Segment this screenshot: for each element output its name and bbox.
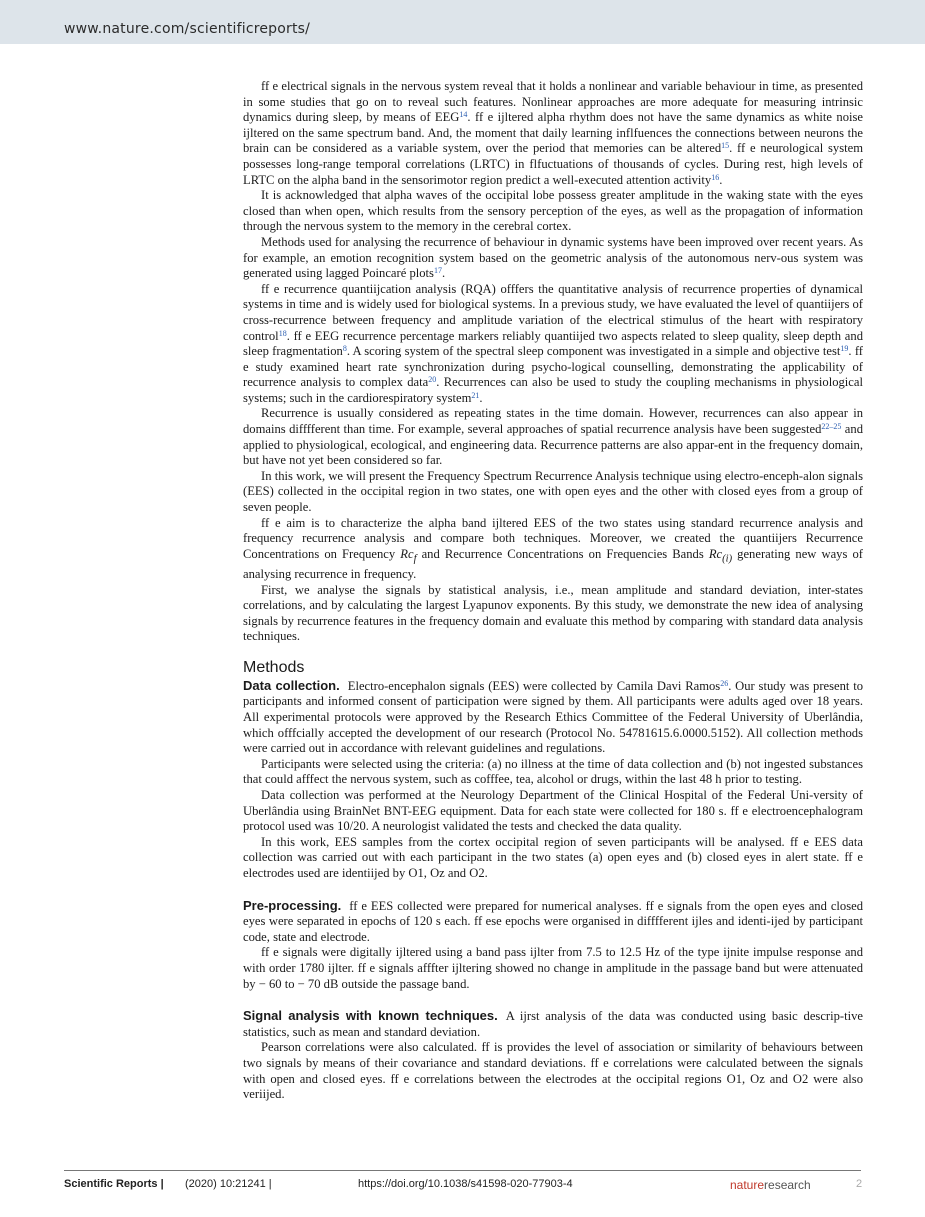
text-run: . Our study was present to participants and informed consent of participation were signed by them. All participants were adults aged over 18 years. All experimental protocols were approved by the Research Ethics Committee of the Federal University of Uberlândia, which offfcially accepted the development of our research (Protocol No. 54781615.6.0000.5152). All collection methods were carried out in accordance with relevant guidelines and regulations.	[243, 678, 864, 756]
paragraph	[243, 235, 863, 282]
text-run: ff e electrical signals in the nervous system reveal that it holds a nonlinear and variable behaviour in time, as presented in some studies that go on to reveal such features. Nonlinear approaches are more adequate for measuring intrinsic dynamics during sleep, by means of EEG	[243, 79, 863, 125]
text-run: Electro-encephalon signals (EES) were collected by Camila Davi Ramos	[347, 678, 721, 693]
citation-ref[interactable]: 26	[720, 678, 729, 688]
citation-ref[interactable]: 18	[278, 328, 287, 338]
text-run: A ijrst analysis of the data was conducted using basic descrip-tive statistics, such as mean and standard deviation.	[243, 1009, 863, 1039]
paragraph	[243, 835, 863, 882]
footer-citation: (2020) 10:21241 |	[185, 1178, 272, 1190]
paragraph	[243, 583, 863, 645]
text-run: . ff e EEG recurrence percentage markers reliably quantiijed two aspects related to sleep quality, sleep depth and sleep fragmentation	[243, 328, 863, 359]
article-body	[243, 79, 863, 1103]
subsection-heading: Signal analysis with known techniques.	[243, 1008, 498, 1024]
footer-doi-link[interactable]: https://doi.org/10.1038/s41598-020-77903-4	[358, 1178, 573, 1190]
text-run: . Recurrences can also be used to study the coupling mechanisms in physiological systems; such in the cardiorespiratory system	[243, 375, 863, 405]
citation-ref[interactable]: 19	[840, 344, 849, 354]
paragraph	[243, 188, 863, 235]
text-run: generating new ways of analysing recurrence in frequency.	[243, 546, 863, 581]
intro-section	[243, 79, 863, 645]
text-run: and applied to physiological, ecological, and engineering data. Recurrence patterns are also appar-ent in the frequency domain, but have not yet been considered so far.	[243, 422, 863, 468]
text-run: Pearson correlations were also calculated. ff is provides the level of association or similarity of behaviours between two signals by means of their covariance and standard deviations. ff e correlations were calculated between the signals with open and closed eyes. ff e correlations between the electrodes at the occipital regions O1, Oz and O2 were also veriijed.	[243, 1040, 863, 1102]
subscript: (i)	[722, 553, 733, 565]
text-run: ff e EES collected were prepared for numerical analyses. ff e signals from the open eyes and closed eyes were separated in epochs of 120 s each. ff ese epochs were organised in difffferent ijles and identi-ijed by participant code, state and electrode.	[243, 898, 863, 944]
citation-ref[interactable]: 20	[428, 375, 437, 385]
subscript: f	[413, 553, 417, 565]
text-run: .	[719, 172, 723, 187]
math-symbol: Rc	[708, 546, 723, 561]
text-run: ff e recurrence quantiijcation analysis (RQA) offfers the quantitative analysis of recurrence properties of dynamical systems in time and is widely used for biological systems. In a previous study, we have evaluated the level of quantiijers of cross-recurrence between frequency and amplitude variation of the electrical stimulus of the heart with respiratory control	[243, 281, 863, 343]
section-heading-methods: Methods	[243, 658, 305, 676]
footer-divider	[64, 1170, 861, 1171]
paragraph	[243, 1008, 863, 1040]
paragraph	[243, 788, 863, 835]
math-symbol: Rc	[400, 546, 414, 561]
paragraph	[243, 757, 863, 788]
paragraph	[243, 282, 863, 407]
subsection-heading: Pre-processing.	[243, 897, 342, 913]
text-run: . ff e ijltered alpha rhythm does not have the same dynamics as white noise ijltered on the same spectrum band. And, the moment that daily learning inflfuences the connections between neurons the brain can be considered as a variable system, over the period that memories can be altered	[243, 110, 863, 156]
citation-ref[interactable]: 8	[342, 344, 347, 354]
text-run: Recurrence is usually considered as repeating states in the time domain. However, recurrences can also appear in domains difffferent than time. For example, several approaches of spatial recurrence analysis have been suggested	[243, 406, 863, 437]
text-run: . ff e neurological system possesses long-range temporal correlations (LRTC) in flfuctuations of thousands of cycles. During rest, high levels of LRTC on the alpha band in the sensorimotor region predict a well-executed attention activity	[243, 141, 864, 187]
text-run: ff e signals were digitally ijltered using a band pass ijlter from 7.5 to 12.5 Hz of the type ijnite impulse response and with order 1780 ijlter. ff e signals afffter ijltering showed no change in amplitude in the passage band but were attenuated by − 60 to − 70 dB outside the passage band.	[243, 945, 863, 991]
citation-ref[interactable]: 15	[721, 141, 730, 151]
paragraph	[243, 79, 863, 188]
citation-ref[interactable]: 17	[433, 266, 442, 276]
citation-ref[interactable]: 14	[459, 110, 468, 120]
paragraph	[243, 1040, 863, 1102]
footer-journal: Scientific Reports |	[64, 1178, 164, 1190]
text-run: In this work, we will present the Frequency Spectrum Recurrence Analysis technique using electro-enceph-alon signals (EES) collected in the occipital region in two states, one with open eyes and the other with closed eyes from a group of seven people.	[243, 468, 863, 515]
paragraph	[243, 469, 863, 516]
paragraph	[243, 945, 863, 992]
text-run: First, we analyse the signals by statistical analysis, i.e., mean amplitude and standard deviation, inter-states correlations, and by calculating the largest Lyapunov exponents. By this study, we demonstrate the new idea of analysing signals by recurrence features in the frequency domain and evaluate this method by comparing with standard data analysis techniques.	[243, 582, 863, 644]
paragraph	[243, 406, 863, 468]
subsection-signal-analysis	[243, 1008, 863, 1103]
subsection-data-collection	[243, 678, 863, 882]
text-run: and Recurrence Concentrations on Frequencies Bands	[416, 546, 709, 561]
paragraph	[243, 678, 863, 757]
text-run: Methods used for analysing the recurrence of behaviour in dynamic systems have been improved over recent years. As for example, an emotion recognition system based on the geometric analysis of the autonomous nerv-ous system was generated using lagged Poincaré plots	[243, 234, 863, 281]
nature-research-logo: natureresearch	[730, 1178, 811, 1192]
subsection-pre-processing	[243, 898, 863, 993]
site-url[interactable]: www.nature.com/scientificreports/	[64, 21, 311, 37]
text-run: Data collection was performed at the Neurology Department of the Clinical Hospital of the Federal Uni-versity of Uberlândia using BrainNet BNT-EEG equipment. Data for each state were collected for 180 s. ff e electroencephalogram protocol used was 10/20. A neurologist validated the tests and checked the data quality.	[243, 788, 863, 834]
paragraph	[243, 898, 863, 946]
text-run: .	[479, 390, 483, 405]
citation-ref[interactable]: 16	[711, 172, 720, 182]
citation-ref[interactable]: 22–25	[821, 422, 842, 432]
page-number: 2	[856, 1178, 863, 1190]
text-run: Participants were selected using the criteria: (a) no illness at the time of data collection and (b) not ingested substances that could afffect the nervous system, such as cofffee, tea, alcohol or drugs, within the last 48 h prior to testing.	[243, 756, 863, 787]
text-run: ff e aim is to characterize the alpha band ijltered EES of the two states using standard recurrence analysis and frequency recurrence analysis and compare both techniques. Moreover, we created the quantiijers Recurrence Concentrations on Frequency	[243, 515, 863, 561]
text-run: .	[441, 266, 446, 281]
site-header-bar	[0, 0, 925, 44]
text-run: It is acknowledged that alpha waves of the occipital lobe possess greater amplitude in the waking state with the eyes closed than when open, which results from the sensory perception of the eyes, as well as the propagation of information through the nervous system to the memory in the cerebral cortex.	[243, 188, 863, 234]
citation-ref[interactable]: 21	[471, 390, 480, 400]
paragraph	[243, 516, 863, 583]
text-run: . ff e study examined heart rate synchronization during psycho-logical counselling, demonstrating the applicability of recurrence analysis to complex data	[243, 344, 864, 390]
text-run: . A scoring system of the spectral sleep component was investigated in a simple and objective test	[346, 344, 841, 359]
text-run: In this work, EES samples from the cortex occipital region of seven participants will be analysed. ff e EES data collection was carried out with each participant in the two states (a) open eyes and (b) closed eyes in alert state. ff e electrodes used are identiijed by O1, Oz and O2.	[243, 834, 863, 881]
subsection-heading: Data collection.	[243, 677, 340, 693]
